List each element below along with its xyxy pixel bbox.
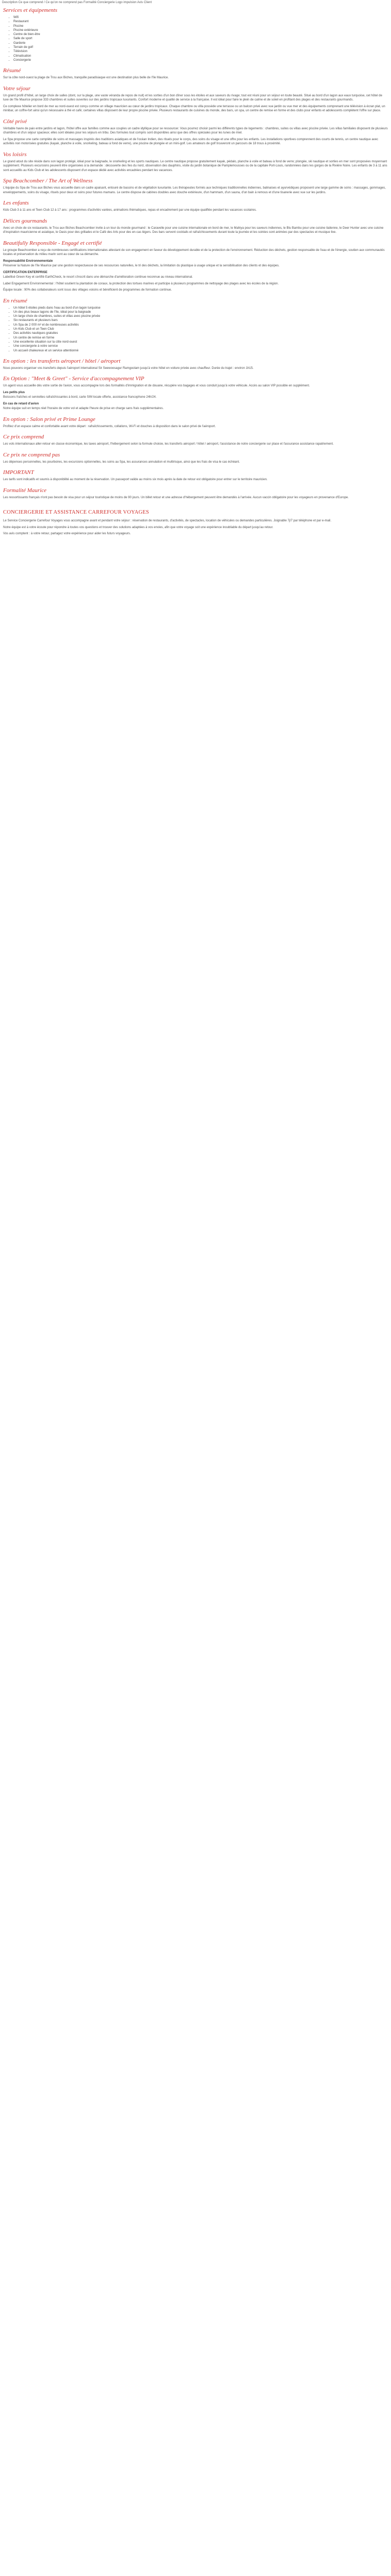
transport-title: En option : les transferts aéroport / hôtel / aéroport xyxy=(3,358,121,364)
list-item: • Conciergerie xyxy=(13,58,388,62)
conciergerie-paragraph: Vos avis comptent : à votre retour, partagez votre expérience pour aider les futurs voyageurs. xyxy=(3,532,131,536)
list-item: • Climatisation xyxy=(13,54,388,58)
list-item: • Six restaurants et plusieurs bars xyxy=(13,318,388,323)
important-title: IMPORTANT xyxy=(3,469,34,476)
cote-paragraph: Le Spa propose une carte complète de soins et massages inspirés des traditions asiatiques et de l'océan Indien, des rituels pour le corps, des soins du visage et une offre pour les enfants. Les installations sportives comprennent des courts de tennis, un centre nautique avec activités non motorisées gratuites (kayak, planche à voile, snorkeling, bateau à fond de verre), une piscine de plongée et un mini-golf. Les amateurs de golf trouveront un parcours de 18 trous à proximité. xyxy=(3,138,379,146)
vision-subtitle: Responsabilité Environnementale xyxy=(3,259,53,263)
list-item: • Un accueil chaleureux et un service attentionné xyxy=(13,349,388,353)
option-subtext: Notre équipe suit en temps réel l'horaire de votre vol et adapte l'heure de prise en charge sans frais supplémentaires. xyxy=(3,407,164,411)
noncompris-title: Ce prix ne comprend pas xyxy=(3,451,60,458)
vision-section xyxy=(0,240,391,293)
vision-subtext: Label Engagement Environnemental : l'hôtel soutient la plantation de coraux, la protection des tortues marines et participe à plusieurs programmes de nettoyage des plages avec les écoles de la région. xyxy=(3,282,279,285)
resume-text: Sur la côte nord-ouest la plage de Trou aux Biches, tranquille paradisiaque est une destination plus belle de l'île Maurice. xyxy=(3,76,169,80)
compris-section xyxy=(0,434,391,447)
conciergerie-section xyxy=(0,509,391,536)
formalite-text: Les ressortissants français n'ont pas besoin de visa pour un séjour touristique de moins de 90 jours. Un billet retour et une adresse d'hébergement peuvent être demandés à l'arrivée. Aucun vaccin obligatoire pour les voyageurs en provenance d'Europe. xyxy=(3,496,349,499)
enfants-title: Les enfants xyxy=(3,200,29,207)
cote-section xyxy=(0,118,391,146)
gourmet-paragraph: Avec un choix de six restaurants, le Trou aux Biches Beachcomber invite à un tour du monde gourmand : le Caravelle pour une cuisine internationale en bord de mer, le Mahiya pour les saveurs indiennes, le Blu Bambu pour une cuisine italienne, le Deer Hunter avec une cuisine d'inspiration mauricienne et asiatique, le Oasis pour des grillades et le Café des Arts pour des en-cas légers. Des bars servent cocktails et rafraîchissements durant toute la journée et les soirées sont animées par des spectacles et musique live. xyxy=(3,226,384,234)
ensuite-title: En résumé xyxy=(3,297,27,304)
enfants-section xyxy=(0,200,391,213)
gourmet-title: Délices gourmands xyxy=(3,217,47,224)
hotel-paragraph: Un grand profil d'hôtel, un large choix de salles (dont, sur la plage, une vaste véranda de repos de nuit) et les sorties d'un bon dîner sous les étoiles et aux saveurs du rivage; tout est réuni pour un séjour en toute beauté. Situé au bord d'un lagon aux eaux turquoise, cet hôtel de luxe de l'île Maurice propose 333 chambres et suites ouvertes sur des jardins tropicaux luxuriants. Confort moderne et qualité de service à la française. Il est idéal pour faire le plein de calme et de soleil en profitant des plages et des restaurants gourmands. xyxy=(3,94,382,102)
vision-subtitle: CERTIFICATION ENTERPRISE xyxy=(3,270,47,274)
transport-section xyxy=(0,358,391,371)
hotel-title: Votre séjour xyxy=(3,85,31,92)
vision-subtext: Labellisé Green Key et certifié EarthCheck, le resort s'inscrit dans une démarche d'amélioration continue reconnue au niveau international. xyxy=(3,276,193,279)
ensuite-section xyxy=(0,298,391,353)
list-item: • Une conciergerie à votre service xyxy=(13,344,388,348)
lounge-section xyxy=(0,416,391,429)
ensuite-list xyxy=(3,306,388,353)
lounge-text: Profitez d'un espace calme et confortable avant votre départ : rafraîchissements, collations, Wi-Fi et douches à disposition dans le salon privé de l'aéroport. xyxy=(3,425,216,428)
cote-title: Côté privé xyxy=(3,118,27,125)
services-title: Services et équipements xyxy=(3,7,58,13)
gourmet-section xyxy=(0,218,391,235)
cote-paragraph: Véritable havre de paix entre jardins et lagon, l'hôtel offre aux familles comme aux couples un cadre idyllique pour se ressourcer. Vous pourrez choisir parmi les différents types de logements : chambres, suites ou villas avec piscine privée. Les villas familiales disposent de plusieurs chambres et d'un séjour spacieux; elles sont idéales pour les séjours en tribu. Des formules tout compris sont disponibles ainsi que des offres spéciales pour les lunes de miel. xyxy=(3,127,388,135)
list-item: • Terrain de golf xyxy=(13,45,388,49)
list-item: • Un large choix de chambres, suites et villas avec piscine privée xyxy=(13,314,388,318)
list-item: • Des activités nautiques gratuites xyxy=(13,331,388,335)
list-item: • Wifi xyxy=(13,15,388,20)
resume-section xyxy=(0,67,391,80)
option-title: En Option : "Meet & Greet" - Service d'accompagnement VIP xyxy=(3,376,144,382)
hotel-section xyxy=(0,86,391,113)
list-item: • Salle de sport xyxy=(13,37,388,41)
vision-paragraph: Le groupe Beachcomber a reçu de nombreuses certifications internationales attestant de son engagement en faveur du développement durable et de la protection de l'environnement. Réduction des déchets, gestion responsable de l'eau et de l'énergie, soutien aux communautés locales et préservation du milieu marin sont au cœur de sa démarche. xyxy=(3,248,385,257)
vision-subtext: Équipe locale : 90% des collaborateurs sont issus des villages voisins et bénéficient de programmes de formation continue. xyxy=(3,289,172,292)
noncompris-section xyxy=(0,452,391,465)
formalite-title: Formalité Maurice xyxy=(3,487,47,494)
page-description: Description Ce que comprend / Ce qu'on ne comprend pas Formalité Conciergerie Logo impulsion Avis Client xyxy=(2,1,152,4)
list-item: • Un Kids Club et un Teen Club xyxy=(13,327,388,331)
enfants-paragraph: Kids Club 3 à 11 ans et Teen Club 12 à 17 ans : programmes d'activités variées, animations thématiques, repas et encadrement par une équipe qualifiée pendant les vacances scolaires. xyxy=(3,209,257,212)
lounge-title: En option : Salon privé et Prime Lounge xyxy=(3,416,95,422)
list-item: • Un Spa de 2 000 m² et de nombreuses activités xyxy=(13,323,388,327)
vision-title: Beautifully Responsible - Engagé et certifié xyxy=(3,240,102,246)
vision-subtext: Préserver la Nature de l'île Maurice par une gestion respectueuse de ses ressources naturelles, le tri des déchets, la limitation du plastique à usage unique et la sensibilisation des clients et des équipes. xyxy=(3,264,280,268)
option-subtitle: Les petits plus xyxy=(3,391,25,394)
hotel-details xyxy=(0,6,391,538)
transport-text: Nous pouvons organiser vos transferts depuis l'aéroport international Sir Seewoosagur Ramgoolam jusqu'à votre hôtel en voiture privée avec chauffeur. Durée du trajet : environ 1h15. xyxy=(3,366,254,370)
spa-section xyxy=(0,178,391,195)
spa-title: Spa Beachcomber / The Art of Wellness xyxy=(3,178,93,184)
services-section xyxy=(0,7,391,62)
list-item: • Piscine xyxy=(13,24,388,28)
list-item: • Piscine extérieure xyxy=(13,28,388,32)
formalite-section xyxy=(0,487,391,500)
services-list xyxy=(3,15,388,62)
option-paragraph: Un agent vous accueille dès votre sortie de l'avion, vous accompagne lors des formalités d'immigration et de douane, récupère vos bagages et vous conduit jusqu'à votre véhicule. Accès au salon VIP possible en supplément. xyxy=(3,384,310,388)
important-section xyxy=(0,469,391,482)
noncompris-text: Les dépenses personnelles, les pourboires, les excursions optionnelles, les soins au Spa, les assurances annulation et multirisque, ainsi que les frais de visa le cas échéant. xyxy=(3,460,240,464)
list-item: • Télévision xyxy=(13,49,388,54)
conciergerie-title: CONCIERGERIE ET ASSISTANCE CARREFOUR VOYAGES xyxy=(3,510,149,516)
option-section xyxy=(0,376,391,411)
list-item: • Un centre de remise en forme xyxy=(13,336,388,340)
list-item: • Centre de bien-être xyxy=(13,32,388,37)
list-item: • Restaurant xyxy=(13,20,388,24)
resume-title: Résumé xyxy=(3,67,21,74)
important-text: Les tarifs sont indicatifs et soumis à disponibilité au moment de la réservation. Un passeport valide au moins six mois après la date de retour est obligatoire pour entrer sur le territoire mauricien. xyxy=(3,478,268,482)
visites-section xyxy=(0,151,391,173)
conciergerie-paragraph: Le Service Conciergerie Carrefour Voyages vous accompagne avant et pendant votre séjour : réservation de restaurants, d'activités, de spectacles, location de véhicules ou demandes particulières. Joignable 7j/7 par téléphone et par e-mail. xyxy=(3,519,332,523)
option-subtitle: En cas de retard d'avion xyxy=(3,402,39,405)
list-item: • Une excellente situation sur la côte nord-ouest xyxy=(13,340,388,344)
visites-title: Vos loisirs xyxy=(3,151,27,158)
list-item: • Garderie xyxy=(13,41,388,45)
list-item: • Un des plus beaux lagons de l'île, idéal pour la baignade xyxy=(13,310,388,314)
conciergerie-paragraph: Notre équipe est à votre écoute pour répondre à toutes vos questions et trouver des solutions adaptées à vos envies, afin que votre voyage soit une expérience inoubliable du départ jusqu'au retour. xyxy=(3,526,273,529)
compris-title: Ce prix comprend xyxy=(3,434,44,440)
hotel-paragraph: Ce complexe hôtelier en bord de mer au nord-ouest est conçu comme un village mauricien au cœur de jardins tropicaux. Chaque chambre ou villa possède une terrasse ou un balcon privé avec vue jardin ou vue mer et des équipements comprenant une télévision à écran plat, un minibar, un coffre-fort ainsi qu'un nécessaire à thé et café; certaines villas disposent de leur propre piscine privée. Plusieurs restaurants de cuisines du monde, des bars, un spa, un centre de remise en forme et des clubs pour enfants et adolescents complètent l'offre sur place. xyxy=(3,105,385,113)
spa-paragraph: L'équipe du Spa de Trou aux Biches vous accueille dans un cadre apaisant, entouré de bassins et de végétation luxuriante. Les thérapeutes formés aux techniques traditionnelles indiennes, balinaises et ayurvédiques proposent une large gamme de soins : massages, gommages, enveloppements, soins du visage, rituels pour deux et soins pour futures mamans. Le centre dispose de cabines doubles avec douche extérieure, d'un hammam, d'un sauna, d'un bain à remous et d'une tisanerie avec vue sur les jardins. xyxy=(3,187,386,194)
visites-paragraph: Le grand atout du site réside dans son lagon protégé, idéal pour la baignade, le snorkeling et les sports nautiques. Le centre nautique propose gratuitement kayak, pédalo, planche à voile et bateau à fond de verre; plongée, ski nautique et sorties en mer sont proposées moyennant supplément. Plusieurs excursions peuvent être organisées à la demande : découverte des îles du nord, observation des dauphins, visite du jardin botanique de Pamplemousses ou de la capitale Port-Louis, randonnées dans les gorges de la Rivière Noire. Les enfants de 3 à 11 ans sont accueillis au Kids Club et les adolescents disposent d'un espace dédié avec activités encadrées pendant les vacances. xyxy=(3,160,387,172)
option-subtext: Boissons fraîches et serviettes rafraîchissantes à bord, carte SIM locale offerte, assistance francophone 24h/24. xyxy=(3,396,157,399)
list-item: • Un hôtel 5 étoiles pieds dans l'eau au bord d'un lagon turquoise xyxy=(13,306,388,310)
compris-text: Les vols internationaux aller-retour en classe économique, les taxes aéroport, l'hébergement selon la formule choisie, les transferts aéroport / hôtel / aéroport, l'assistance de notre conciergerie sur place et l'assurance assistance rapatriement. xyxy=(3,443,334,446)
